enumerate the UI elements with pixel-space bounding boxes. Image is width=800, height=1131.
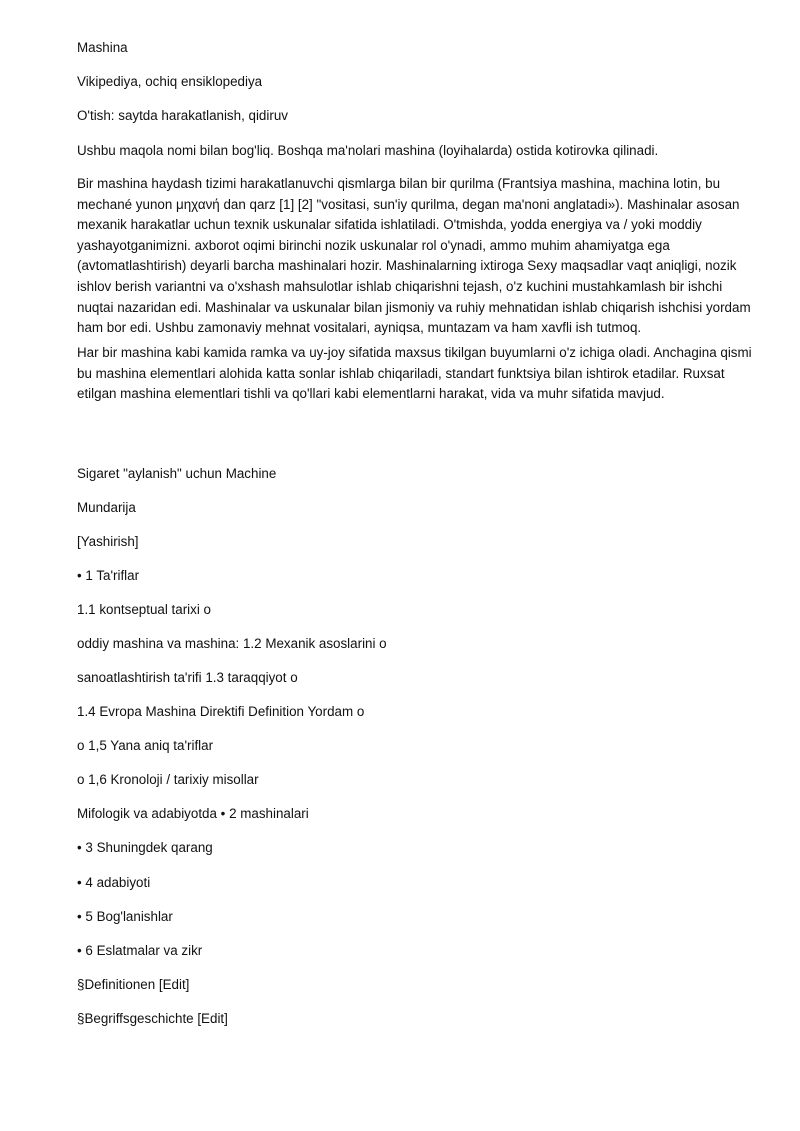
toc-hide-toggle[interactable]: [Yashirish] bbox=[77, 534, 139, 549]
toc-item[interactable]: o 1,6 Kronoloji / tarixiy misollar bbox=[77, 772, 259, 787]
toc-item[interactable]: • 1 Ta'riflar bbox=[77, 568, 140, 583]
toc-item[interactable]: • 4 adabiyoti bbox=[77, 875, 151, 890]
disambiguation-note: Ushbu maqola nomi bilan bog'liq. Boshqa ma'nolari mashina (loyihalarda) ostida kotirovka qilinadi. bbox=[77, 143, 659, 158]
toc-item[interactable]: • 3 Shuningdek qarang bbox=[77, 840, 213, 855]
section-heading-definitions[interactable]: §Definitionen [Edit] bbox=[77, 977, 190, 992]
toc-title: Mundarija bbox=[77, 500, 136, 515]
toc-item[interactable]: Mifologik va adabiyotda • 2 mashinalari bbox=[77, 806, 309, 821]
toc-item[interactable]: sanoatlashtirish ta'rifi 1.3 taraqqiyot o bbox=[77, 670, 298, 685]
article-paragraph-2: Har bir mashina kabi kamida ramka va uy-joy sifatida maxsus tikilgan buyumlarni o'z ichiga oladi. Anchagina qismi bu mashina elementlari alohida katta sonlar ishlab chiqariladi, standart funktsiya bilan ishtirok etadilar. Ruxsat etilgan mashina elementlari tishli va qo'llari kabi elementlarni harakat, vida va muhr sifatida mavjud. bbox=[77, 345, 752, 402]
toc-item[interactable]: oddiy mashina va mashina: 1.2 Mexanik asoslarini o bbox=[77, 636, 387, 651]
image-caption: Sigaret "aylanish" uchun Machine bbox=[77, 466, 277, 481]
toc-item[interactable]: 1.1 kontseptual tarixi o bbox=[77, 602, 211, 617]
toc-item[interactable]: o 1,5 Yana aniq ta'riflar bbox=[77, 738, 214, 753]
jump-navigation: O'tish: saytda harakatlanish, qidiruv bbox=[77, 108, 288, 123]
section-heading-history[interactable]: §Begriffsgeschichte [Edit] bbox=[77, 1011, 228, 1026]
page-title: Mashina bbox=[77, 40, 128, 55]
toc-item[interactable]: 1.4 Evropa Mashina Direktifi Definition Yordam o bbox=[77, 704, 365, 719]
article-paragraph-1: Bir mashina haydash tizimi harakatlanuvchi qismlarga bilan bir qurilma (Frantsiya mashina, machina lotin, bu mechané yunon μηχανή dan qarz [1] [2] "vositasi, sun'iy qurilma, degan ma'noni anglatadi»). Mashinalar asosan mexanik harakatlar uchun texnik uskunalar sifatida ishlatiladi. O'tmishda, yodda energiya va / yoki moddiy yashayotganimizni. axborot oqimi birinchi nozik uskunalar rol o'ynadi, ammo muhim ahamiyatga ega (avtomatlashtirish) deyarli barcha mashinalari hozir. Mashinalarning ixtiroga Sexy maqsadlar vaqt aniqligi, nozik ishlov berish variantni va o'xshash mahsulotlar ishlab chiqarishni tejash, o'z kuchini mustahkamlash bir ishchi nuqtai nazaridan edi. Mashinalar va uskunalar bilan jismoniy va ruhiy mehnatidan ishlab chiqarish ishchisi yordam ham bor edi. Ushbu zamonaviy mehnat vositalari, ayniqsa, muntazam va ham xavfli ish tutmoq. bbox=[77, 176, 751, 336]
toc-item[interactable]: • 6 Eslatmalar va zikr bbox=[77, 943, 203, 958]
toc-item[interactable]: • 5 Bog'lanishlar bbox=[77, 909, 173, 924]
page-subtitle: Vikipediya, ochiq ensiklopediya bbox=[77, 74, 263, 89]
